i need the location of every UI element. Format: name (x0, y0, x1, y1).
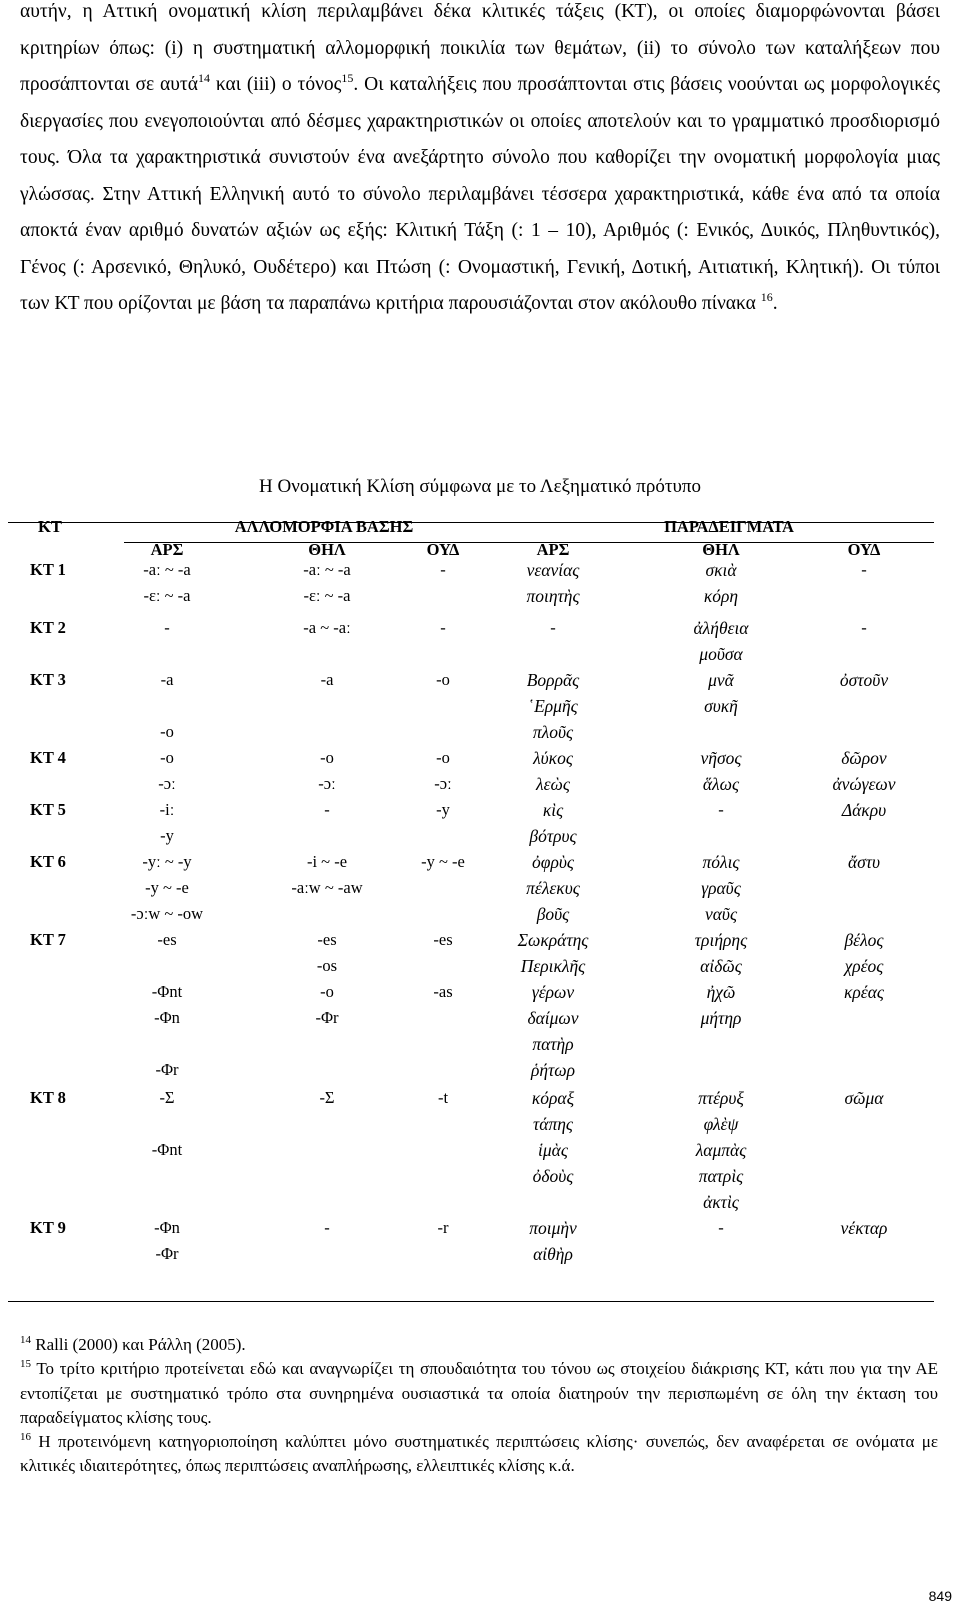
allomorph-cell: -εː ~ -a (143, 586, 191, 605)
example-word: νέκταρ (840, 1218, 888, 1238)
example-word: ῾Ερμῆς (528, 696, 578, 716)
example-word: πτέρυξ (698, 1088, 744, 1108)
example-word: μοῦσα (699, 644, 743, 664)
example-word: - (861, 618, 867, 637)
example-word: ἅλως (702, 774, 740, 794)
example-word: νῆσος (700, 748, 742, 768)
example-word: Σωκράτης (517, 930, 589, 950)
example-word: δαίμων (527, 1008, 579, 1028)
example-word: συκῆ (704, 696, 738, 716)
example-word: κρέας (844, 982, 884, 1002)
allomorph-cell: -o (436, 748, 450, 767)
allomorph-cell: -Φn (154, 1008, 180, 1027)
example-word: λαμπὰς (695, 1140, 747, 1160)
example-word: μήτηρ (700, 1008, 742, 1028)
page-number: 849 (928, 1588, 952, 1604)
allomorph-cell: -y ~ -e (421, 852, 465, 871)
example-word: μνᾶ (708, 670, 734, 690)
example-word: πατρὶς (698, 1166, 744, 1186)
allomorph-cell: -Φnt (151, 982, 183, 1001)
class-label: ΚΤ 3 (30, 670, 66, 689)
allomorph-cell: - (324, 1218, 330, 1237)
allomorph-cell: -o (436, 670, 450, 689)
allomorph-cell: -y (160, 826, 174, 845)
allomorph-cell: -o (320, 982, 334, 1001)
subheader-example-4: ΘΗΛ (702, 540, 740, 559)
subheader-example-5: ΟΥΔ (847, 540, 881, 559)
example-word: ὀδοὺς (532, 1166, 574, 1186)
footnote-text: Το τρίτο κριτήριο προτείνεται εδώ και αναγνωρίζει τη σπουδαιότητα του τόνου ως στοιχείου διάκρισης ΚΤ, κάτι που για την ΑΕ εντοπίζεται με συστηματικό τρόπο στα συνηρημένα ουσιαστικά τα οποία διατηρούν την περισπωμένη σε όλη την έκταση του παραδείγματος κλίσης τους. (20, 1359, 938, 1427)
example-word: Περικλῆς (520, 956, 586, 976)
allomorph-cell: -Φnt (151, 1140, 183, 1159)
footnote-text: Ralli (2000) και Ράλλη (2005). (31, 1335, 246, 1354)
class-label: ΚΤ 7 (30, 930, 66, 949)
allomorph-cell: -y ~ -e (145, 878, 189, 897)
allomorph-cell: -o (320, 748, 334, 767)
subheader-allomorphy-0: ΑΡΣ (150, 540, 184, 559)
table-caption: Η Ονοματική Κλίση σύμφωνα με το Λεξηματικό πρότυπο (259, 476, 701, 497)
allomorph-cell: -ɔː (318, 774, 336, 793)
footnotes (20, 1333, 938, 1479)
class-label: ΚΤ 2 (30, 618, 66, 637)
allomorph-cell: -a (160, 670, 174, 689)
example-word: ναῦς (704, 904, 738, 924)
example-word: Δάκρυ (841, 800, 887, 820)
example-word: κὶς (542, 800, 564, 820)
allomorph-cell: -os (316, 956, 338, 975)
footnote-number: 16 (20, 1431, 31, 1444)
example-word: ἄστυ (847, 852, 881, 872)
paragraph-text: . (772, 293, 778, 314)
footnote-number: 15 (20, 1358, 31, 1371)
allomorph-cell: -aː ~ -a (143, 560, 191, 579)
subheader-allomorphy-1: ΘΗΛ (308, 540, 346, 559)
allomorph-cell: -y (436, 800, 450, 819)
allomorph-cell: -es (157, 930, 177, 949)
example-word: δῶρον (841, 748, 887, 768)
example-word: γραῦς (701, 878, 741, 898)
allomorph-cell: - (164, 618, 170, 637)
allomorph-cell: -ɔːw ~ -ow (130, 904, 204, 923)
class-label: ΚΤ 8 (30, 1088, 66, 1107)
allomorph-cell: -aː ~ -a (303, 560, 351, 579)
paragraph-text: . Οι καταλήξεις που προσάπτονται στις βάσεις νοούνται ως μορφολογικές διεργασίες που ενεγοποιούνται από δέσμες χαρακτηριστικών οι οποίες αποτελούν και το γραμματικό προσδιορισμό τους. Όλα τα χαρακτηριστικά συνιστούν ένα ανεξάρτητο σύνολο που καθορίζει την ονοματική μορφολογία μιας γλώσσας. Στην Αττική Ελληνική αυτό το σύνολο περιλαμβάνει τέσσερα χαρακτηριστικά, κάθε ένα από τα οποία αποκτά έναν αριθμό δυνατών αξιών ως εξής: Κλιτική Τάξη (: 1 – 10), Αριθμός (: Ενικός, Δυικός, Πληθυντικός), Γένος (: Αρσενικό, Θηλυκό, Ουδέτερο) και Πτώση (: Ονομαστική, Γενική, Δοτική, Αιτιατική, Κλητική). Οι τύποι των ΚΤ που ορίζονται με βάση τα παραπάνω κριτήρια παρουσιάζονται στον ακόλουθο πίνακα (20, 74, 941, 314)
example-word: κόρη (703, 586, 739, 606)
allomorph-cell: -Σ (319, 1088, 335, 1107)
example-word: αἰδῶς (700, 956, 742, 976)
allomorph-cell: -Σ (159, 1088, 175, 1107)
example-word: λεὼς (536, 774, 570, 794)
class-label: ΚΤ 1 (30, 560, 66, 579)
example-word: τριήρης (694, 930, 748, 950)
example-word: πέλεκυς (526, 878, 580, 898)
example-word: τάπης (533, 1114, 573, 1134)
allomorph-cell: -es (433, 930, 453, 949)
allomorph-cell: -Φr (315, 1008, 339, 1027)
example-word: αἰθὴρ (533, 1244, 573, 1264)
allomorph-cell: -Φr (155, 1244, 179, 1263)
allomorph-cell: -a ~ -aː (303, 618, 351, 637)
allomorph-cell: -a (320, 670, 334, 689)
footnote-14 (20, 1333, 938, 1357)
example-word: πατὴρ (532, 1034, 574, 1054)
footnote-16 (20, 1430, 938, 1479)
header-allomorphy: ΑΛΛΟΜΟΡΦΙΑ ΒΑΣΗΣ (234, 517, 414, 536)
allomorph-cell: -as (433, 982, 453, 1001)
example-word: χρέος (844, 956, 884, 976)
example-word: ἀνώγεων (832, 774, 896, 794)
example-word: βότρυς (529, 826, 577, 846)
class-label: ΚΤ 4 (30, 748, 66, 767)
footnote-15 (20, 1357, 938, 1430)
example-word: σκιὰ (705, 560, 737, 580)
example-word: ἠχῶ (706, 982, 736, 1002)
footnote-ref-15[interactable]: 15 (341, 71, 354, 85)
example-word: βοῦς (536, 904, 570, 924)
example-word: νεανίας (526, 560, 580, 580)
example-word: πόλις (702, 852, 740, 872)
allomorph-cell: - (440, 618, 446, 637)
allomorph-cell: -o (160, 748, 174, 767)
allomorph-cell: - (324, 800, 330, 819)
header-kt: ΚΤ (38, 517, 62, 536)
example-word: ὀφρὺς (532, 852, 574, 872)
footnote-number: 14 (20, 1334, 31, 1346)
example-word: σῶμα (844, 1088, 884, 1108)
example-word: - (861, 560, 867, 579)
allomorph-cell: -o (160, 722, 174, 741)
subheader-example-3: ΑΡΣ (536, 540, 570, 559)
allomorph-cell: -Φr (155, 1060, 179, 1079)
example-word: - (550, 618, 556, 637)
allomorph-cell: -εː ~ -a (303, 586, 351, 605)
example-word: ἀκτὶς (703, 1192, 739, 1212)
example-word: ἀλήθεια (693, 618, 749, 638)
example-word: φλὲψ (703, 1114, 739, 1134)
table-bottom-rule (8, 1301, 934, 1302)
allomorph-cell: -ɔː (434, 774, 452, 793)
allomorph-cell: -iː (159, 800, 175, 819)
footnote-ref-14[interactable]: 14 (197, 71, 210, 85)
example-word: ποιμὴν (529, 1218, 577, 1238)
allomorph-cell: -es (317, 930, 337, 949)
example-word: λύκος (533, 748, 573, 768)
allomorph-cell: -ɔː (158, 774, 176, 793)
allomorph-cell: -t (437, 1088, 449, 1107)
allomorph-cell: - (440, 560, 446, 579)
example-word: κόραξ (531, 1088, 575, 1108)
class-label: ΚΤ 5 (30, 800, 66, 819)
example-word: ἱμὰς (538, 1140, 568, 1160)
example-word: ῥήτωρ (530, 1060, 576, 1080)
footnote-ref-16[interactable]: 16 (760, 290, 773, 304)
paragraph-text: και (iii) ο τόνος (209, 74, 342, 95)
example-word: βέλος (844, 930, 884, 950)
example-word: ὀστοῦν (839, 670, 889, 690)
subheader-allomorphy-2: ΟΥΔ (426, 540, 460, 559)
class-label: ΚΤ 6 (30, 852, 66, 871)
body-paragraph (20, 0, 940, 323)
header-examples: ΠΑΡΑΔΕΙΓΜΑΤΑ (664, 517, 794, 536)
example-word: πλοῦς (532, 722, 574, 742)
allomorph-cell: -r (437, 1218, 449, 1237)
paragraph-text: αυτήν, η Αττική ονοματική κλίση περιλαμβάνει δέκα κλιτικές τάξεις (ΚΤ), οι οποίες διαμορφώνονται βάσει κριτηρίων όπως: (i) η συστηματική αλλομορφική ποικιλία των θεμάτων, (ii) το σύνολο των καταλήξεων που προσάπτονται σε αυτά (20, 1, 940, 95)
example-word: - (718, 800, 724, 819)
allomorph-cell: -i ~ -e (306, 852, 348, 871)
class-label: ΚΤ 9 (30, 1218, 66, 1237)
allomorph-cell: -aːw ~ -aw (291, 878, 363, 897)
example-word: γέρων (531, 982, 575, 1002)
example-word: ποιητὴς (526, 586, 580, 606)
example-word: - (718, 1218, 724, 1237)
footnote-text: Η προτεινόμενη κατηγοριοποίηση καλύπτει μόνο συστηματικές περιπτώσεις κλίσης· συνεπώς, δεν αναφέρεται σε ονόματα με κλιτικές ιδιαιτερότητες, όπως περιπτώσεις αναπλήρωσης, ελλειπτικές κλίσης κ.ά. (20, 1432, 938, 1476)
example-word: Βορρᾶς (526, 670, 580, 690)
allomorph-cell: -Φn (154, 1218, 180, 1237)
allomorph-cell: -yː ~ -y (142, 852, 192, 871)
